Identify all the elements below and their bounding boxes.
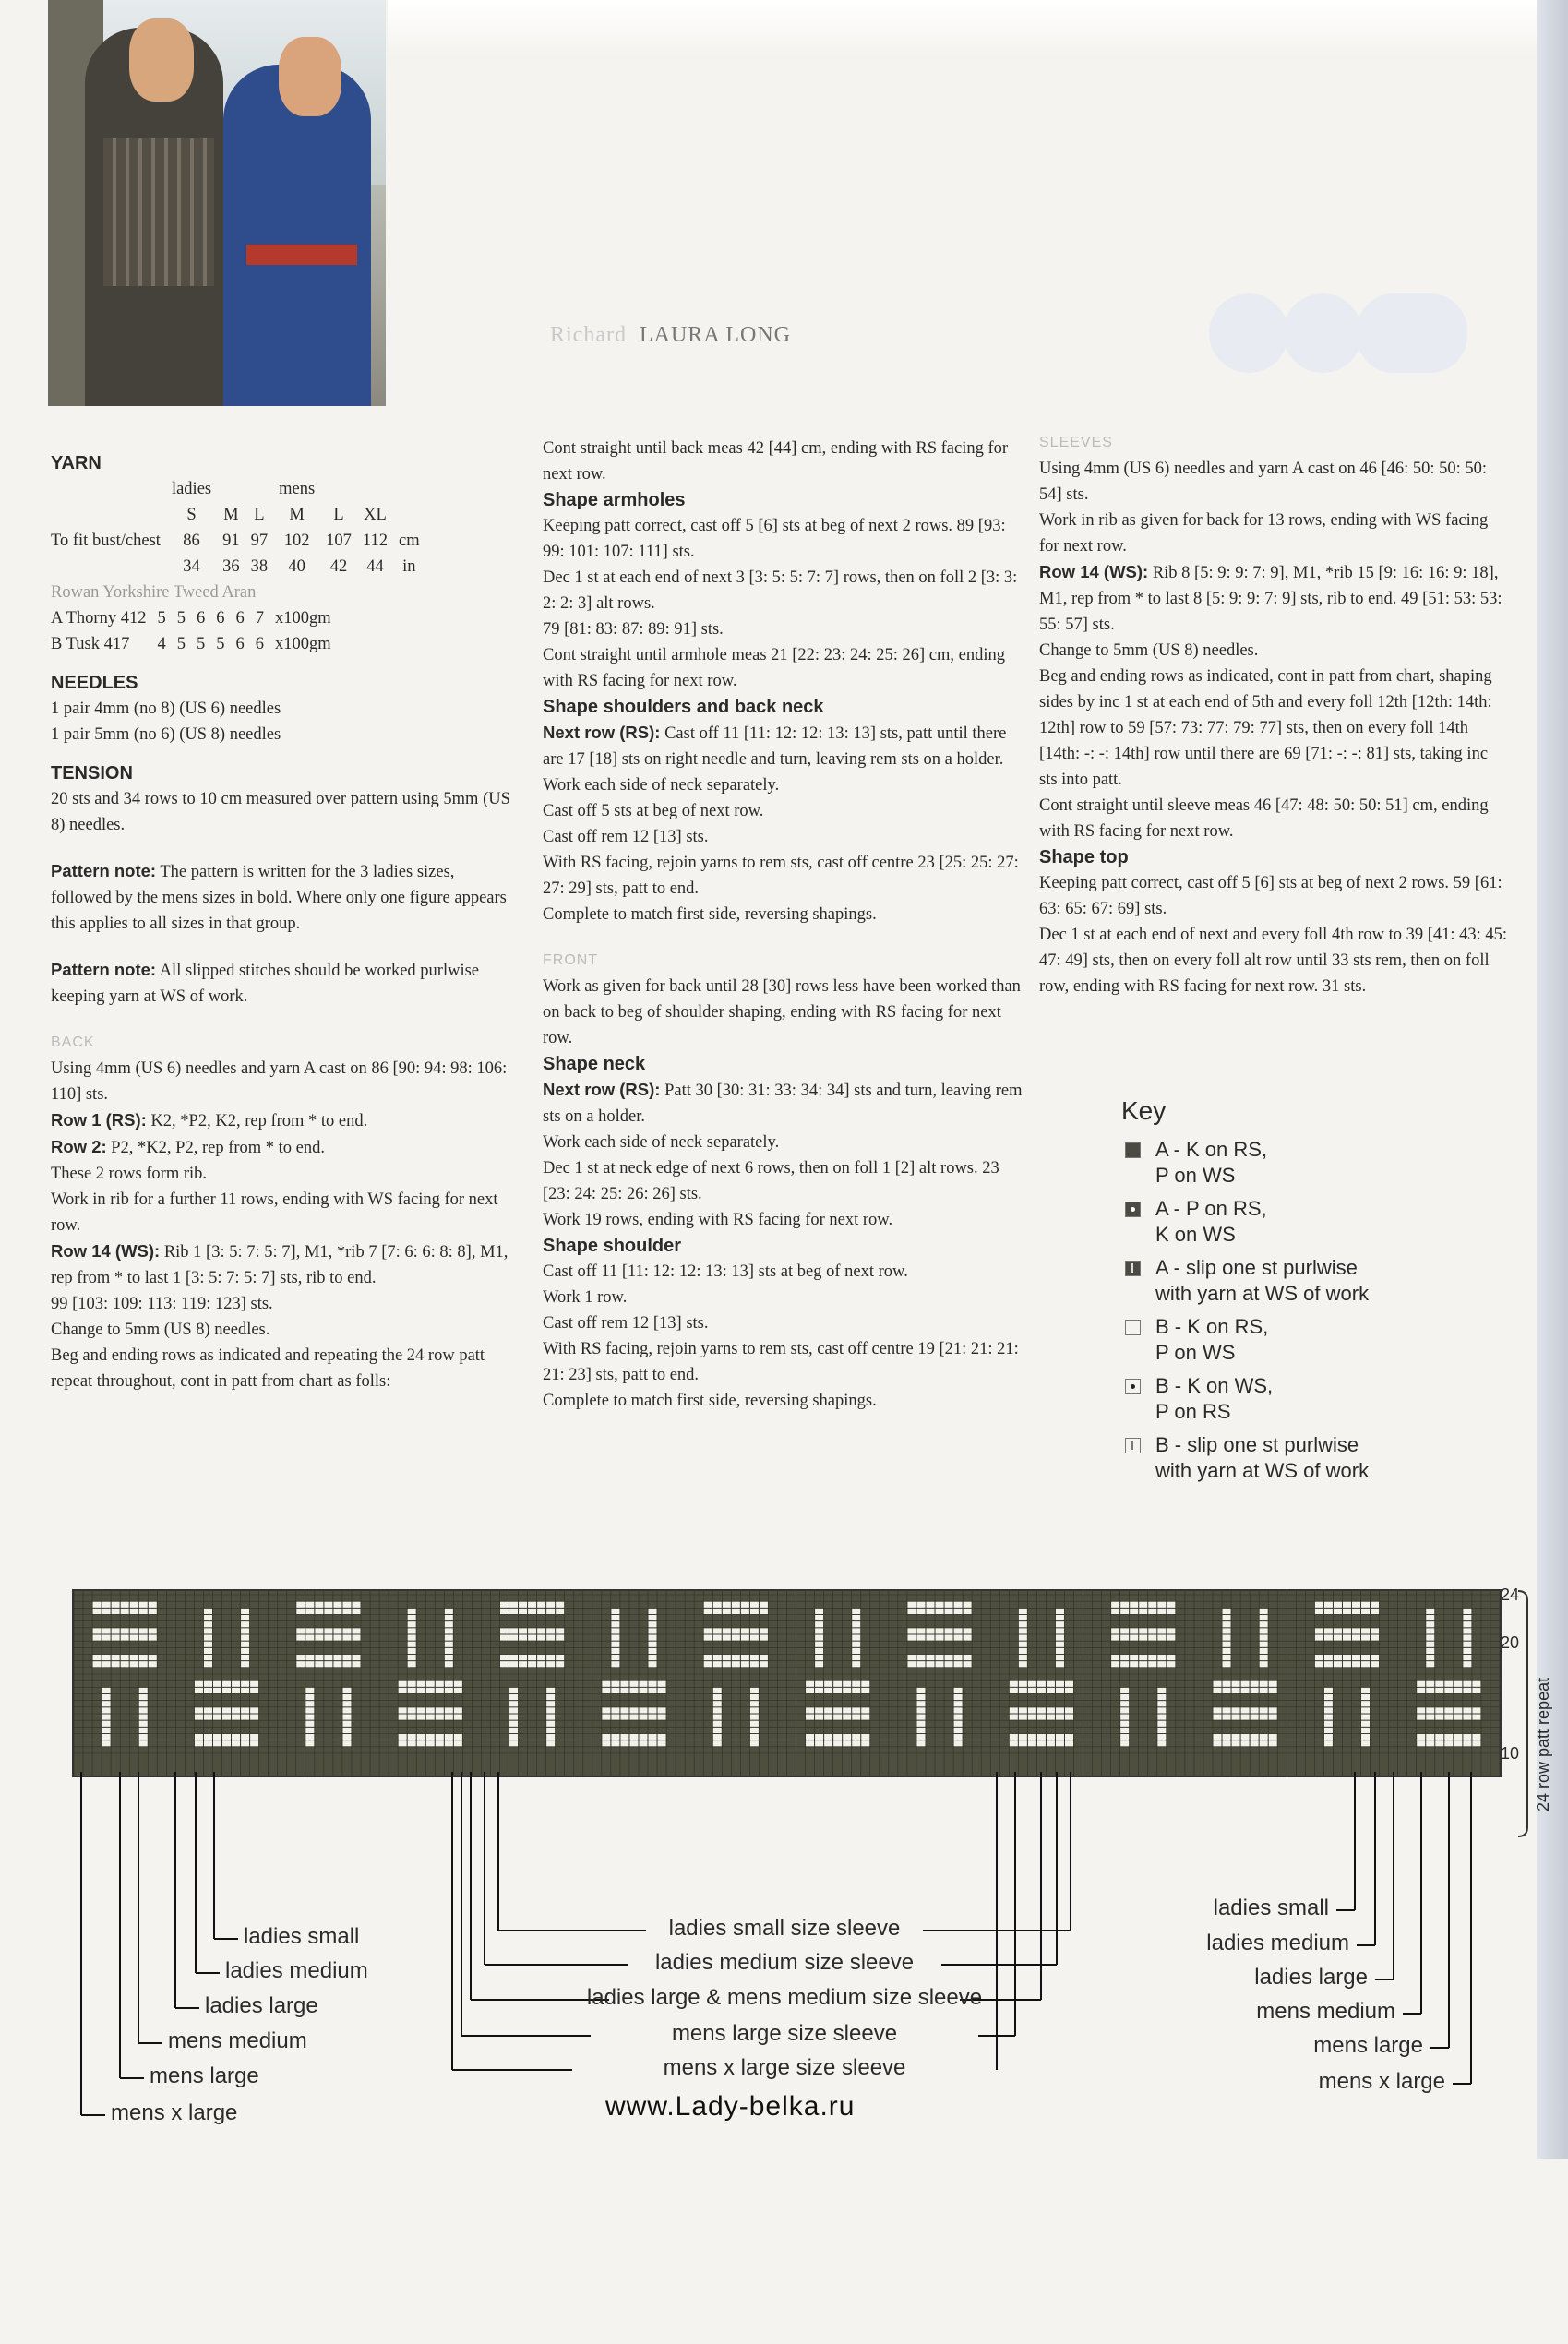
sleeves-heading: SLEEVES (1039, 435, 1113, 450)
decor-circle (1209, 293, 1288, 373)
back-text: These 2 rows form rib. (51, 1165, 208, 1183)
key-swatch-icon (1125, 1142, 1141, 1158)
shape-top-heading: Shape top (1039, 847, 1129, 867)
body-text: Work in rib as given for back for 13 rows, ending with WS facing for next row. (1039, 511, 1489, 556)
yarn-cell: M (289, 506, 305, 524)
body-text: Cont straight until armhole meas 21 [22: 23: 24: 25: 26] cm, ending with RS facing for next row. (543, 646, 1005, 690)
yarn-cell (217, 476, 245, 502)
front-heading: FRONT (543, 952, 599, 968)
left-size-label: mens x large (111, 2100, 238, 2125)
yarn-table (51, 476, 425, 580)
body-text: Cast off rem 12 [13] sts. (543, 828, 709, 846)
body-text: 79 [81: 83: 87: 89: 91] sts. (543, 620, 724, 639)
key-swatch-icon (1125, 1438, 1141, 1453)
body-text: Dec 1 st at each end of next 3 [3: 5: 5: 7: 7] rows, then on foll 2 [3: 3: 2: 2: 3] alt rows. (543, 568, 1018, 613)
body-text: Cast off 5 sts at beg of next row. (543, 802, 764, 820)
yarn-cell: 34 (183, 557, 200, 576)
body-text: Beg and ending rows as indicated, cont in patt from chart, shaping sides by inc 1 st at each end of 5th and every foll 12th [12th: 14th: 12th] row to 59 [57: 73: 77: 79: 77] sts, then on every foll 14th [14th: -: -: 14th] row until there are 69 [71: -: -: 81] sts, taking inc sts into patt. (1039, 667, 1492, 789)
body-text: Using 4mm (US 6) needles and yarn A cast on 46 [46: 50: 50: 50: 54] sts. (1039, 460, 1488, 504)
model-photo (48, 0, 386, 406)
repeat-label: 24 row patt repeat (1534, 1677, 1552, 1812)
row-number-24: 24 (1501, 1585, 1520, 1604)
yarn-cell: 86 (183, 532, 200, 550)
decor-circle (1283, 293, 1362, 373)
yarn-cell: 42 (329, 557, 348, 576)
yarn-cell: mens (279, 480, 316, 498)
shoulders-heading: Shape shoulders and back neck (543, 697, 824, 717)
footer-url: www.Lady-belka.ru (605, 2091, 856, 2122)
body-text: Keeping patt correct, cast off 5 [6] sts at beg of next 2 rows. 89 [93: 99: 101: 107: 111] sts. (543, 517, 1006, 561)
right-size-label: ladies small (1213, 1896, 1329, 1920)
yarn-cell: L (254, 506, 265, 524)
body-text: Dec 1 st at neck edge of next 6 rows, then on foll 1 [2] alt rows. 23 [23: 24: 25: 26: 26] sts. (543, 1159, 999, 1203)
key-item: A - P on RS, K on WS (1121, 1196, 1369, 1248)
body-text: Work as given for back until 28 [30] rows less have been worked than on back to beg of shoulder shaping, ending with RS facing for next row. (543, 977, 1021, 1047)
top-band (388, 0, 1537, 55)
body-text: With RS facing, rejoin yarns to rem sts, cast off centre 23 [25: 25: 27: 27: 29] sts, patt to end. (543, 854, 1019, 898)
right-size-label: ladies large (1254, 1965, 1368, 1990)
sleeve-size-label: ladies small size sleeve (668, 1916, 901, 1941)
yarn-cell (245, 476, 274, 502)
tension-heading: TENSION (51, 763, 133, 783)
yarn-cell: 5 (216, 635, 225, 653)
body-text: Work each side of neck separately. (543, 1133, 780, 1152)
body-text: Dec 1 st at each end of next and every foll 4th row to 39 [41: 43: 45: 47: 49] sts, then on every foll alt row until 33 sts rem, then on foll row, ending with RS facing for next row. 31 sts. (1039, 926, 1508, 996)
yarn-cell: ladies (171, 480, 212, 498)
pattern-note-2: Pattern note: All slipped stitches should be worked purlwise keeping yarn at WS of work. (51, 960, 480, 1006)
yarn-cell: in (402, 557, 416, 576)
yarn-cell: M (223, 506, 239, 524)
body-text: Cast off rem 12 [13] sts. (543, 1314, 709, 1333)
fit-in-row (51, 554, 425, 580)
key-item: A - slip one st purlwise with yarn at WS of work (1121, 1255, 1369, 1307)
sleeve-row14: Row 14 (WS): Rib 8 [5: 9: 9: 7: 9], M1, *rib 15 [9: 16: 16: 9: 18], M1, rep from * to last 8 [5: 9: 9: 7: 9] sts, rib to end. 49 [51: 53: 53: 55: 57] sts. (1039, 562, 1502, 634)
sleeve-size-label: ladies medium size sleeve (654, 1950, 915, 1975)
yarn-cell: 6 (235, 635, 245, 653)
yarn-cell: 7 (255, 609, 264, 628)
key-title: Key (1121, 1096, 1167, 1125)
yarn-cell: 5 (196, 635, 206, 653)
key-swatch-icon (1125, 1379, 1141, 1394)
back-heading: BACK (51, 1034, 95, 1050)
yarn-cell: cm (399, 532, 420, 550)
body-text: Cast off 11 [11: 12: 12: 13: 13] sts at beg of next row. (543, 1262, 908, 1281)
yarn-cell (357, 476, 393, 502)
yarn-cell: 102 (283, 532, 310, 550)
back-text: Using 4mm (US 6) needles and yarn A cast on 86 [90: 94: 98: 106: 110] sts. (51, 1059, 508, 1104)
yarn-heading: YARN (51, 453, 102, 473)
yarn-cell: x100gm (274, 635, 331, 653)
back-text: Change to 5mm (US 8) needles. (51, 1321, 270, 1339)
sleeve-size-label: ladies large & mens medium size sleeve (586, 1985, 983, 2010)
yarn-cell (51, 476, 166, 502)
body-text: Work 19 rows, ending with RS facing for next row. (543, 1211, 893, 1229)
left-size-label: ladies large (205, 1993, 318, 2018)
yarn-cell: 91 (222, 532, 240, 550)
middle-column (543, 436, 1023, 1414)
sleeve-size-label: mens x large size sleeve (663, 2055, 906, 2080)
yarn-cell: 5 (176, 609, 186, 628)
key-item: B - slip one st purlwise with yarn at WS of work (1121, 1432, 1369, 1484)
key-swatch-icon (1125, 1261, 1141, 1276)
neck-heading: Shape neck (543, 1054, 646, 1074)
yarn-cell: XL (364, 506, 387, 524)
yarn-cell: 38 (250, 557, 269, 576)
body-text: Work 1 row. (543, 1288, 628, 1307)
right-size-label: mens x large (1318, 2069, 1445, 2094)
yarn-cell: To fit bust/chest (51, 532, 161, 550)
back-text: 99 [103: 109: 113: 119: 123] sts. (51, 1295, 273, 1313)
yarn-cell: 6 (255, 635, 264, 653)
yarn-cell (320, 476, 357, 502)
right-size-label: mens large (1313, 2033, 1423, 2058)
key-swatch-icon (1125, 1320, 1141, 1335)
yarn-cell: 6 (196, 609, 206, 628)
body-text: Cont straight until sleeve meas 46 [47: 48: 50: 50: 51] cm, ending with RS facing for next row. (1039, 796, 1489, 841)
right-size-label: mens medium (1256, 1999, 1395, 2024)
yarn-cell: S (186, 506, 197, 524)
key-swatch-icon (1125, 1202, 1141, 1217)
yarn-cell: 112 (362, 532, 388, 550)
yarn-cell: B Tusk 417 (51, 635, 130, 653)
needles-2: 1 pair 5mm (no 6) (US 8) needles (51, 725, 281, 744)
yarn-cell (51, 502, 166, 528)
tension-text: 20 sts and 34 rows to 10 cm measured over pattern using 5mm (US 8) needles. (51, 790, 510, 834)
chart-grid (74, 1591, 1500, 1776)
shoulder-heading: Shape shoulder (543, 1236, 682, 1256)
fit-row (51, 528, 425, 554)
left-column (51, 450, 512, 1394)
body-text: Cont straight until back meas 42 [44] cm, ending with RS facing for next row. (543, 439, 1009, 484)
yarn-cell (51, 554, 166, 580)
yarn-cell (393, 502, 425, 528)
yarn-cell (393, 476, 425, 502)
key-item: A - K on RS, P on WS (1121, 1137, 1369, 1189)
yarn-cell: 40 (288, 557, 305, 576)
yarn-cell: 5 (176, 635, 186, 653)
yarn-cell: 107 (326, 532, 352, 550)
back-row2: Row 2: P2, *K2, P2, rep from * to end. (51, 1137, 326, 1157)
body-text: Complete to match first side, reversing shapings. (543, 1392, 877, 1410)
back-row14: Row 14 (WS): Rib 1 [3: 5: 7: 5: 7], M1, *rib 7 [7: 6: 6: 8: 8], M1, rep from * to last 1 [3: 5: 7: 5: 7] sts, rib to end. (51, 1241, 509, 1287)
needles-1: 1 pair 4mm (no 8) (US 6) needles (51, 700, 281, 718)
sleeve-size-label: mens large size sleeve (671, 2021, 898, 2046)
yarn-cell: 6 (235, 609, 245, 628)
yarn-cell: x100gm (274, 609, 331, 628)
left-size-label: ladies small (244, 1924, 360, 1949)
decor-circle (1357, 293, 1467, 373)
yarn-cell: 44 (366, 557, 384, 576)
body-text: With RS facing, rejoin yarns to rem sts, cast off centre 19 [21: 21: 21: 21: 23] sts, patt to end. (543, 1340, 1019, 1384)
back-text: Work in rib for a further 11 rows, ending with WS facing for next row. (51, 1190, 498, 1235)
yarn-cell: A Thorny 412 (51, 609, 147, 628)
right-column (1039, 430, 1510, 999)
key-item: B - K on RS, P on WS (1121, 1314, 1369, 1366)
right-size-label: ladies medium (1206, 1931, 1349, 1955)
body-text: Change to 5mm (US 8) needles. (1039, 641, 1259, 660)
row-number-10: 10 (1501, 1744, 1520, 1763)
pattern-note-1: Pattern note: The pattern is written for the 3 ladies sizes, followed by the mens sizes in bold. Where only one figure appears this applies to all sizes in that group. (51, 861, 507, 933)
body-text: Keeping patt correct, cast off 5 [6] sts at beg of next 2 rows. 59 [61: 63: 65: 67: 69] sts. (1039, 874, 1502, 918)
armholes-heading: Shape armholes (543, 490, 686, 510)
yarn-cell: 36 (222, 557, 240, 576)
back-text: Beg and ending rows as indicated and repeating the 24 row patt repeat throughout, cont in patt from chart as folls: (51, 1346, 485, 1391)
chart-key (1121, 1098, 1369, 1491)
left-size-label: mens large (150, 2063, 259, 2088)
key-item: B - K on WS, P on RS (1121, 1373, 1369, 1425)
pattern-chart (72, 1589, 1502, 1777)
left-size-label: mens medium (168, 2028, 307, 2053)
needles-heading: NEEDLES (51, 673, 138, 693)
body-text: Complete to match first side, reversing shapings. (543, 905, 877, 924)
front-next-row: Next row (RS): Patt 30 [30: 31: 33: 34: 34] sts and turn, leaving rem sts on a holder. (543, 1080, 1023, 1126)
yarn-cell: 97 (250, 532, 269, 550)
yarn-cell: L (333, 506, 344, 524)
sizes-header-row (51, 476, 425, 502)
next-row: Next row (RS): Cast off 11 [11: 12: 12: 13: 13] sts, patt until there are 17 [18] sts on right needle and turn, leaving rem sts on a holder. (543, 723, 1007, 769)
yarn-cell: 5 (157, 609, 166, 628)
byline: Richard LAURA LONG (550, 323, 791, 347)
yarn-a-row (51, 605, 337, 631)
yarn-amounts-table (51, 605, 337, 657)
yarn-b-row (51, 631, 337, 657)
back-row1: Row 1 (RS): K2, *P2, K2, rep from * to end. (51, 1110, 368, 1130)
yarn-cell: 6 (216, 609, 225, 628)
left-size-label: ladies medium (225, 1958, 368, 1983)
body-text: Work each side of neck separately. (543, 776, 780, 795)
row-number-20: 20 (1501, 1633, 1520, 1652)
sizes-row (51, 502, 425, 528)
yarn-brand: Rowan Yorkshire Tweed Aran (51, 583, 257, 602)
yarn-cell: 4 (157, 635, 166, 653)
